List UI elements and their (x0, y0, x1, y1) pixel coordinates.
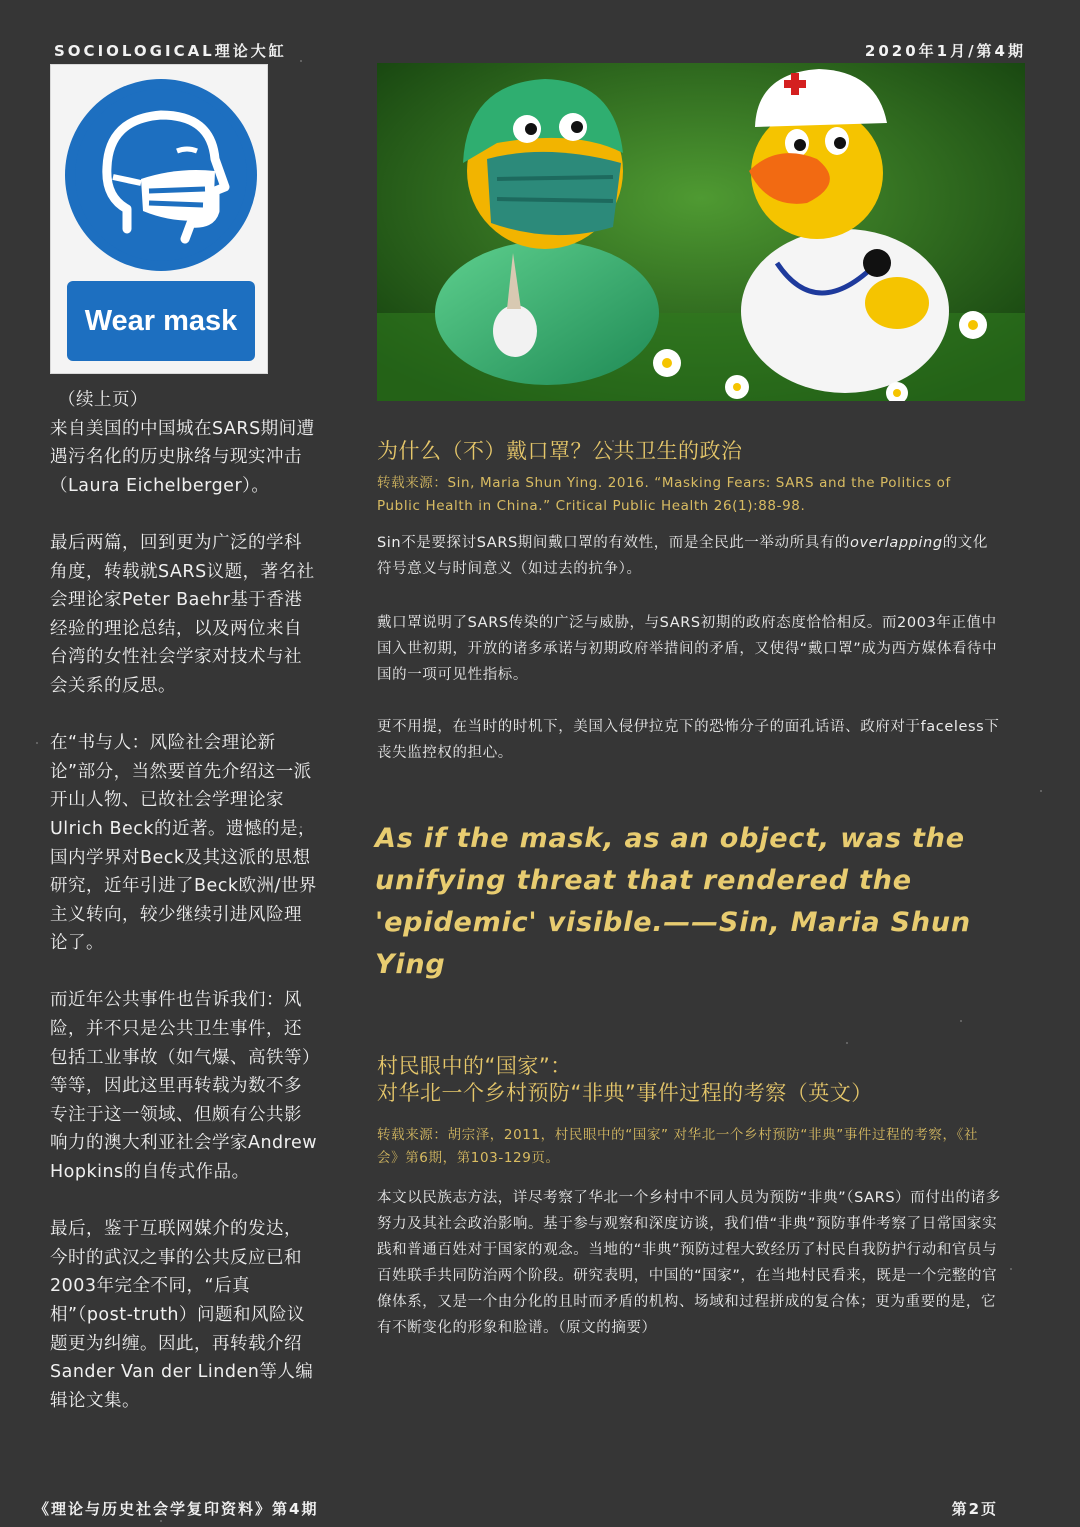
masthead-title: SOCIOLOGICAL理论大缸 (54, 42, 287, 60)
footer-page-number: 第2页 (951, 1500, 998, 1518)
rubber-ducks-photo (377, 63, 1025, 401)
background-speck (160, 1520, 162, 1522)
footer-publication: 《理论与历史社会学复印资料》第4期 (34, 1500, 319, 1518)
background-speck (300, 60, 302, 62)
left-paragraph: 在“书与人：风险社会理论新论”部分，当然要首先介绍这一派开山人物、已故社会学理论家Ulrich Beck的近著。遗憾的是，国内学界对Beck及其这派的思想研究，近年引进了Beck欧洲/世界主义转向，较少继续引进风险理论了。 (50, 733, 317, 954)
left-paragraph: 而近年公共事件也告诉我们：风险，并不只是公共卫生事件，还包括工业事故（如气爆、高铁等）等等，因此这里再转载为数不多专注于这一领域、但颇有公共影响力的澳大利亚社会学家Andrew Hopkins的自传式作品。 (50, 990, 318, 1183)
wear-mask-sign (50, 64, 268, 374)
article1-paragraph: 戴口罩说明了SARS传染的广泛与威胁，与SARS初期的政府态度恰恰相反。而2003年正值中国入世初期，开放的诸多承诺与初期政府举措间的矛盾，又使得“戴口罩”成为西方媒体看待中国的一项可见性指标。 (377, 615, 998, 683)
left-paragraph: 最后，鉴于互联网媒介的发达，今时的武汉之事的公共反应已和2003年完全不同，“后真相”（post-truth）问题和风险议题更为纠缠。因此，再转载介绍Sander Van der Linden等人编辑论文集。 (50, 1219, 314, 1411)
continued-label: （续上页） (58, 390, 148, 410)
article2-abstract: 本文以民族志方法，详尽考察了华北一个乡村中不同人员为预防“非典”（SARS）而付出的诸多努力及其社会政治影响。基于参与观察和深度访谈，我们借“非典”预防事件考察了日常国家实践和普通百姓对于国家的观念。当地的“非典”预防过程大致经历了村民自我防护行动和官员与百姓联手共同防治两个阶段。研究表明，中国的“国家”，在当地村民看来，既是一个完整的官僚体系，又是一个由分化的且时而矛盾的机构、场域和过程拼成的复合体；更为重要的是，它有不断变化的形象和脸谱。（原文的摘要） (377, 1190, 1001, 1336)
article1-paragraph: Sin不是要探讨SARS期间戴口罩的有效性，而是全民此一举动所具有的overlapping的文化符号意义与时间意义（如过去的抗争）。 (377, 535, 988, 577)
background-speck (960, 1020, 962, 1022)
background-speck (1040, 790, 1042, 792)
background-speck (846, 1042, 848, 1044)
article1-paragraph: 更不用提，在当时的时机下，美国入侵伊拉克下的恐怖分子的面孔话语、政府对于faceless下丧失监控权的担心。 (377, 719, 1000, 761)
wear-mask-label: Wear mask (84, 304, 238, 337)
masthead-issue: 2020年1月/第4期 (864, 42, 1026, 60)
article1-source: 转载来源：Sin, Maria Shun Ying. 2016. “Masking Fears: SARS and the Politics of Public Health in China.” Critical Public Health 26(1):88-98. (377, 475, 951, 514)
left-paragraph: 最后两篇，回到更为广泛的学科角度，转载就SARS议题，著名社会理论家Peter Baehr基于香港经验的理论总结，以及两位来自台湾的女性社会学家对技术与社会关系的反思。 (50, 532, 315, 696)
left-paragraph: 来自美国的中国城在SARS期间遭遇污名化的历史脉络与现实冲击（Laura Eichelberger）。 (50, 418, 315, 496)
overlapping-emphasis: overlapping (850, 535, 943, 551)
article2-source: 转载来源：胡宗泽，2011，村民眼中的“国家” 对华北一个乡村预防“非典”事件过程的考察，《社会》第6期，第103-129页。 (377, 1127, 979, 1166)
article2-title-line2: 对华北一个乡村预防“非典”事件过程的考察（英文） (377, 1081, 873, 1105)
background-speck (36, 742, 38, 744)
left-column (50, 386, 318, 1444)
article1-title: 为什么（不）戴口罩？公共卫生的政治 (377, 439, 743, 463)
wear-mask-label-box (67, 281, 255, 361)
mask-head-icon (65, 79, 257, 271)
background-speck (1010, 1268, 1012, 1270)
pull-quote: As if the mask, as an object, was the unifying threat that rendered the 'epidemic' visible.——Sin, Maria Shun Ying (375, 823, 971, 980)
article2-title-line1: 村民眼中的“国家”： (377, 1054, 572, 1078)
